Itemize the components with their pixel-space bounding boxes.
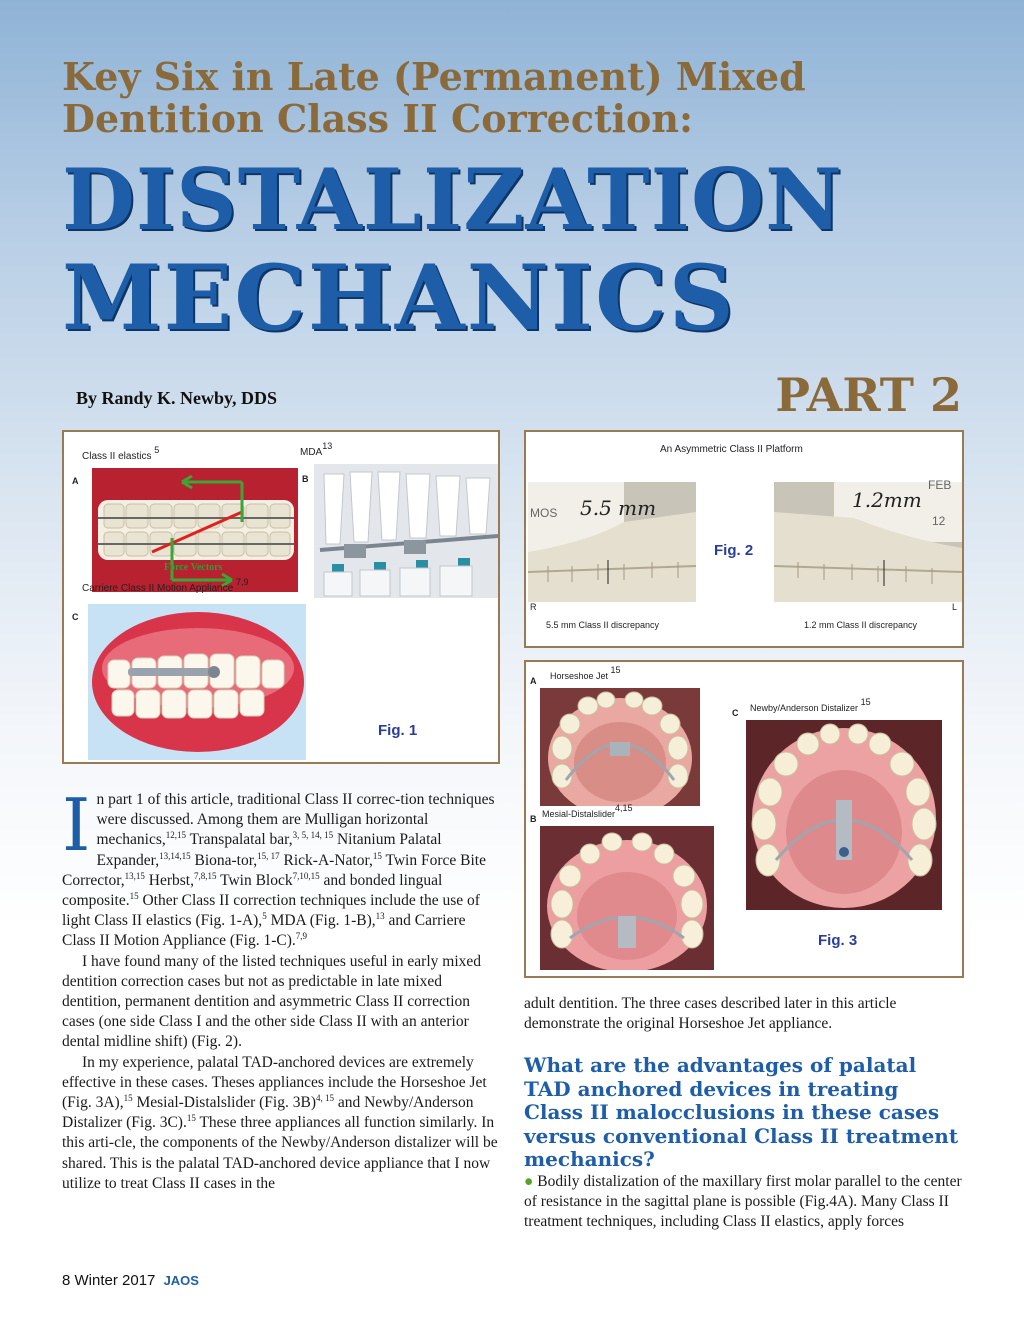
fig1-a-title: Class II elastics $^5$ [82, 445, 160, 462]
fig3-photo-mesial-distalslider [540, 826, 714, 970]
fig3-caption: Fig. 3 [818, 932, 858, 949]
figure-3 [524, 660, 964, 978]
fig1-photo-mda [314, 464, 498, 598]
fig3-photo-newby-anderson [746, 720, 942, 910]
drop-cap: I [62, 783, 91, 867]
kicker-line-1: Key Six in Late (Permanent) Mixed [62, 54, 806, 99]
horseshoe-photo-image [540, 688, 700, 806]
page-number: 8 [62, 1272, 71, 1289]
paragraph-3: In my experience, palatal TAD-anchored devices are extremely effective in these cases. Theses appliances include the Horseshoe Jet (Fig. 3A),$^{15}$ Mesial-Distalslider (Fig. 3B)$^{4, 15}$ and Newby/Anderson Distalizer (Fig. 3C).$^{15}$ These three appliances all function similarly. In this arti-cle, the components of the Newby/Anderson distalizer will be shared. This is the palatal TAD-anchored device appliance that I now utilize to treat Class II cases in the [62, 1053, 498, 1192]
mesial-distalslider-photo-image [540, 826, 714, 970]
fig2-right-caption: 1.2 mm Class II discrepancy [804, 620, 918, 630]
bullet-dot-icon: ● [524, 1173, 534, 1190]
fig3-c-title: Newby/Anderson Distalizer $^{15}$ [750, 697, 871, 713]
fig3-b-letter: B [530, 814, 537, 824]
figure-2 [524, 430, 964, 648]
fig1-b-letter: B [302, 474, 309, 484]
elastics-photo-image [92, 468, 298, 592]
fig2-tag-feb: FEB [928, 478, 952, 492]
fig3-a-title: Horseshoe Jet $^{15}$ [550, 665, 621, 681]
title-line-2: MECHANICS [62, 245, 736, 351]
fig3-photo-horseshoe [540, 688, 700, 806]
bullet-paragraph-text: Bodily distalization of the maxillary first molar parallel to the center of resistance in the sagittal plane is possible (Fig.4A). Many Class II treatment techniques, including Class II elastics, apply forces [524, 1173, 962, 1231]
fig1-c-letter: C [72, 612, 79, 622]
fig1-b-title: MDA$^{13}$ [300, 441, 333, 458]
title-line-1: DISTALIZATION [62, 150, 843, 249]
newby-anderson-photo-image [746, 720, 942, 910]
fig3-b-title: Mesial-Distalslider$^{4,15}$ [542, 803, 633, 819]
fig1-photo-carriere [88, 604, 306, 760]
issue-label: Winter 2017 [74, 1272, 156, 1289]
paragraph-2: I have found many of the listed techniques useful in early mixed dentition correction cases but not as predictable in late mixed dentition, permanent dentition and asymmetric Class II correction cases (one side Class I and the other side Class II with an anterior dental midline shift) (Fig. 2). [62, 952, 482, 1051]
fig2-caption: Fig. 2 [714, 542, 754, 559]
carriere-photo-image [88, 604, 306, 760]
journal-name: JAOS [163, 1273, 199, 1288]
fig2-right-note: 1.2mm [852, 488, 922, 512]
fig1-photo-elastics [92, 468, 298, 592]
body-left-column [62, 783, 502, 1194]
part-label: PART 2 [775, 368, 962, 422]
fig1-a-letter: A [72, 476, 79, 486]
article-kicker [62, 56, 822, 140]
mda-photo-image [314, 464, 498, 598]
fig2-tag-12: 12 [932, 514, 946, 528]
page-footer [62, 1272, 199, 1289]
force-vectors-label: Force Vectors [164, 562, 223, 573]
paragraph-1: In part 1 of this article, traditional Class II correc-tion techniques were discussed. Among them are Mulligan horizontal mechanics,$^{12,15}$ Transpalatal bar,$^{3, 5, 14, 15}$ Nitanium Palatal Expander,$^{13,14,15}$ Biona-tor,$^{15, 17}$ Rick-A-Nator,$^{15}$ Twin Force Bite Corrector,$^{13,15}$ Herbst,$^{7,8,15}$ Twin Block$^{7,10,15}$ and bonded lingual composite.$^{15}$ Other Class II correction techniques include the use of light Class II elastics (Fig. 1-A),$^5$ MDA (Fig. 1-B),$^{13}$ and Carriere Class II Motion Appliance (Fig. 1-C).$^{7,9}$ [62, 783, 495, 950]
fig2-left-note: 5.5 mm [580, 496, 657, 520]
fig2-title: An Asymmetric Class II Platform [660, 444, 803, 455]
fig3-a-letter: A [530, 676, 537, 686]
fig2-left-caption: 5.5 mm Class II discrepancy [546, 620, 660, 630]
kicker-line-2: Dentition Class II Correction: [62, 96, 693, 141]
body-right-paragraph: adult dentition. The three cases described later in this article demonstrate the original Horseshoe Jet appliance. [524, 995, 897, 1033]
fig2-tag-mos: MOS [530, 506, 558, 520]
fig1-c-title: Carriere Class II Motion Appliance $^{7,9}$ [82, 577, 249, 594]
fig2-corner-r: R [530, 602, 537, 612]
author-byline: By Randy K. Newby, DDS [76, 388, 278, 408]
section-question-heading: What are the advantages of palatal TAD anchored devices in treating Class II malocclusions in these cases versus conventional Class II treatment mechanics? [524, 1053, 959, 1171]
fig3-c-letter: C [732, 708, 739, 718]
figure-1 [62, 430, 500, 764]
fig2-corner-l: L [952, 602, 958, 612]
bullet-paragraph [524, 1172, 964, 1233]
fig1-caption: Fig. 1 [378, 722, 418, 739]
